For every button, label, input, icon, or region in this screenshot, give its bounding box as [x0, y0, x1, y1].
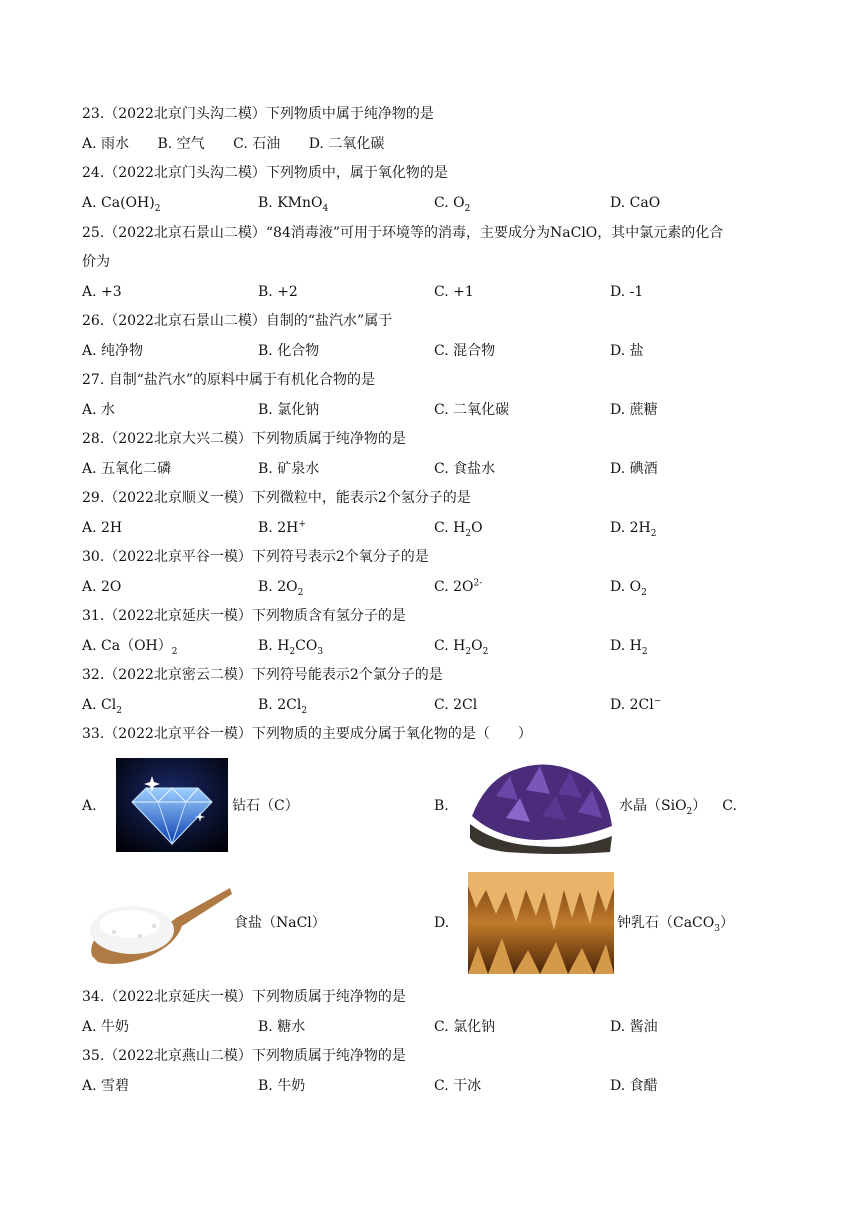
option-d-label: D.: [434, 915, 450, 931]
question-28: [82, 430, 406, 448]
question-29: [82, 489, 471, 507]
option-a: A. 水: [82, 402, 116, 418]
option-b: B. +2: [258, 284, 298, 300]
option-a: A. $Ca(OH)_2$: [82, 195, 161, 214]
option-d: D. 碘酒: [610, 461, 658, 477]
option-d: D. CaO: [610, 195, 661, 211]
question-27: [82, 371, 375, 389]
option-a: A. 牛奶: [82, 1019, 130, 1035]
question-34: [82, 988, 406, 1006]
question-text: （2022北京平谷一模）下列符号表示2个氧分子的是: [104, 549, 429, 565]
option-b: B. 矿泉水: [258, 461, 320, 477]
option-c: C. 2Cl: [434, 697, 478, 713]
question-number: 31.: [82, 608, 105, 624]
stalactite-cave-image: [468, 872, 614, 974]
option-c-caption: 食盐（NaCl）: [234, 915, 326, 931]
option-d-caption: 钟乳石（CaCO$_3$）: [617, 915, 734, 934]
option-d: D. $O_2$: [610, 579, 647, 598]
option-b-caption: 水晶（SiO$_2$） C.: [619, 798, 737, 817]
option-a-caption: 钻石（C）: [232, 798, 299, 814]
question-26: [82, 312, 392, 330]
question-25-cont: 价为: [82, 254, 110, 270]
question-24: [82, 164, 448, 182]
option-c: C. 干冰: [434, 1078, 482, 1094]
option-b-label: B.: [434, 798, 449, 814]
question-23: [82, 105, 434, 123]
question-number: 23.: [82, 106, 105, 122]
option-a-label: A.: [82, 798, 97, 814]
option-c: C. 食盐水: [434, 461, 496, 477]
option-d: D. 蔗糖: [610, 402, 658, 418]
question-text: （2022北京大兴二模）下列物质属于纯净物的是: [104, 431, 406, 447]
option-b: B. 化合物: [258, 343, 320, 359]
question-number: 32.: [82, 667, 105, 683]
option-d: D. 酱油: [610, 1019, 658, 1035]
option-c: C. $O_2$: [434, 195, 471, 214]
option-b: B. $2Cl_2$: [258, 697, 308, 716]
question-text: （2022北京门头沟二模）下列物质中，属于氧化物的是: [104, 165, 448, 181]
question-number: 25.: [82, 225, 105, 241]
option-c-label: C.: [722, 798, 737, 814]
question-number: 29.: [82, 490, 105, 506]
question-25: [82, 224, 723, 242]
options-row: [82, 135, 384, 153]
option-a: A. +3: [82, 284, 122, 300]
question-33: [82, 725, 532, 743]
option-d: D. $H_2$: [610, 638, 648, 657]
question-number: 33.: [82, 726, 105, 742]
question-number: 27.: [82, 372, 105, 388]
amethyst-crystal-image: [466, 756, 616, 856]
option-c: C. 二氧化碳: [434, 402, 510, 418]
option-b: B. 空气: [157, 136, 205, 152]
option-d: D. 二氧化碳: [308, 136, 385, 152]
question-text: （2022北京石景山二模）“84消毒液”可用于环境等的消毒，主要成分为NaClO，其中氯元素的化合: [104, 225, 724, 241]
option-a: A. 五氧化二磷: [82, 461, 172, 477]
diamond-image: [116, 758, 228, 852]
option-b: B. $2O_2$: [258, 579, 304, 598]
question-text: 自制“盐汽水”的原料中属于有机化合物的是: [108, 372, 376, 388]
question-text: （2022北京延庆一模）下列物质属于纯净物的是: [104, 989, 406, 1005]
option-c: C. 氯化钠: [434, 1019, 496, 1035]
question-number: 28.: [82, 431, 105, 447]
option-d: D. 食醋: [610, 1078, 658, 1094]
question-text: （2022北京门头沟二模）下列物质中属于纯净物的是: [104, 106, 434, 122]
option-c: C. $H_2O$: [434, 520, 483, 539]
option-b: B. 2H+: [258, 519, 306, 536]
option-a: A. $Cl_2$: [82, 697, 122, 716]
question-text: （2022北京延庆一模）下列物质含有氢分子的是: [104, 608, 406, 624]
option-d: D. $2H_2$: [610, 520, 657, 539]
option-b: B. $H_2CO_3$: [258, 638, 324, 657]
question-31: [82, 607, 406, 625]
option-c: C. 混合物: [434, 343, 496, 359]
option-a: A. 雨水: [82, 136, 130, 152]
option-b: B. KMnO$_4$: [258, 195, 329, 214]
option-a: A. 雪碧: [82, 1078, 130, 1094]
question-number: 35.: [82, 1048, 105, 1064]
option-d: D. 2Cl−: [610, 696, 662, 713]
question-number: 26.: [82, 313, 105, 329]
option-b: B. 氯化钠: [258, 402, 320, 418]
question-text: （2022北京燕山二模）下列物质属于纯净物的是: [104, 1048, 406, 1064]
option-d: D. 盐: [610, 343, 644, 359]
question-35: [82, 1047, 406, 1065]
option-a: A. 纯净物: [82, 343, 144, 359]
question-number: 34.: [82, 989, 105, 1005]
option-b: B. 糖水: [258, 1019, 306, 1035]
option-c: C. $H_2O_2$: [434, 638, 489, 657]
option-d: D. -1: [610, 284, 644, 300]
option-a: A. 2H: [82, 520, 123, 536]
option-c: C. +1: [434, 284, 474, 300]
question-text: （2022北京平谷一模）下列物质的主要成分属于氧化物的是（ ）: [104, 726, 532, 742]
question-number: 30.: [82, 549, 105, 565]
option-b: B. 牛奶: [258, 1078, 306, 1094]
question-text: （2022北京顺义一模）下列微粒中，能表示2个氢分子的是: [104, 490, 471, 506]
question-30: [82, 548, 429, 566]
question-text: （2022北京密云二模）下列符号能表示2个氯分子的是: [104, 667, 443, 683]
option-a: A. $Ca(OH)_2$: [82, 638, 178, 657]
question-32: [82, 666, 443, 684]
question-number: 24.: [82, 165, 105, 181]
question-text: （2022北京石景山二模）自制的“盐汽水”属于: [104, 313, 393, 329]
option-a: A. 2O: [82, 579, 122, 595]
option-c: C. 石油: [233, 136, 281, 152]
salt-spoon-image: [84, 872, 234, 972]
option-c: C. $2O^{2-}$: [434, 578, 483, 595]
